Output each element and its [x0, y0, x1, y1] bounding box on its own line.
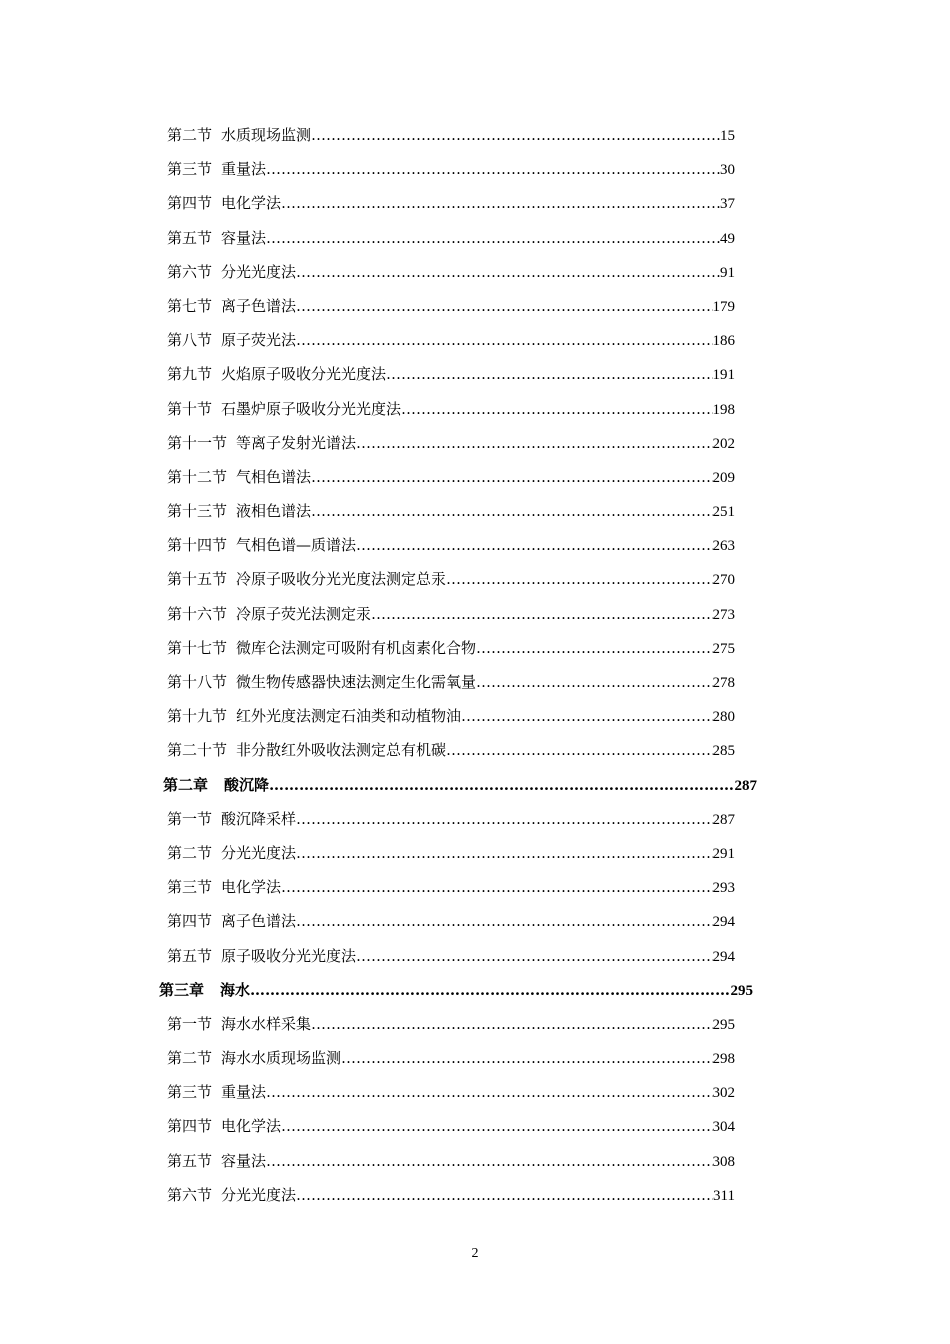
toc-entry-line	[167, 152, 735, 186]
toc-section-entry[interactable]	[0, 597, 950, 631]
section-number: 第十九节	[167, 707, 228, 726]
toc-entry-line	[167, 1075, 735, 1109]
page-ref: 251	[712, 504, 735, 521]
section-number: 第十一节	[167, 433, 228, 452]
section-title: 容量法	[221, 1151, 267, 1170]
toc-entry-line	[167, 597, 735, 631]
toc-entry-line	[167, 221, 735, 255]
section-title: 冷原子荧光法测定汞	[236, 604, 372, 623]
page-ref: 30	[720, 162, 735, 179]
toc-section-entry[interactable]	[0, 392, 950, 426]
toc-section-entry[interactable]	[0, 562, 950, 596]
section-title: 等离子发射光谱法	[236, 433, 357, 452]
section-title: 离子色谱法	[221, 296, 297, 315]
dot-leader	[311, 1007, 712, 1041]
chapter-title: 海水	[220, 980, 251, 999]
section-number: 第四节	[167, 1117, 213, 1136]
section-title: 分光光度法	[221, 843, 297, 862]
dot-leader	[281, 1109, 712, 1143]
page-ref: 273	[712, 606, 735, 623]
page-ref: 311	[713, 1187, 735, 1204]
toc-section-entry[interactable]	[0, 1178, 950, 1212]
toc-section-entry[interactable]	[0, 118, 950, 152]
toc-section-entry[interactable]	[0, 802, 950, 836]
dot-leader	[356, 426, 712, 460]
section-title: 电化学法	[221, 1117, 282, 1136]
section-title: 分光光度法	[221, 262, 297, 281]
toc-section-entry[interactable]	[0, 1144, 950, 1178]
section-number: 第十八节	[167, 673, 228, 691]
toc-entry-line	[167, 1144, 735, 1178]
toc-section-entry[interactable]	[0, 1075, 950, 1109]
dot-leader	[296, 1178, 713, 1212]
page-ref: 302	[712, 1085, 735, 1102]
toc-entry-line	[167, 186, 735, 220]
toc-entry-line	[167, 699, 735, 733]
section-number: 第十七节	[167, 638, 228, 657]
toc-section-entry[interactable]	[0, 255, 950, 289]
dot-leader	[266, 1144, 712, 1178]
dot-leader	[269, 768, 734, 802]
page-ref: 308	[712, 1153, 735, 1170]
section-number: 第二节	[167, 1049, 213, 1068]
section-number: 第二节	[167, 126, 213, 144]
dot-leader	[266, 221, 720, 255]
page-ref: 285	[712, 743, 735, 760]
dot-leader	[281, 870, 712, 904]
section-number: 第六节	[167, 1185, 213, 1204]
page-ref: 275	[712, 640, 735, 657]
dot-leader	[446, 562, 712, 596]
toc-entry-line	[167, 255, 735, 289]
toc-section-entry[interactable]	[0, 323, 950, 357]
section-number: 第五节	[167, 946, 213, 965]
toc-entry-line	[167, 1007, 735, 1041]
dot-leader	[311, 460, 712, 494]
section-title: 微生物传感器快速法测定生化需氧量	[236, 673, 477, 691]
toc-section-entry[interactable]	[0, 152, 950, 186]
toc-entry-line	[167, 357, 735, 391]
toc-entry-line	[159, 973, 753, 1007]
dot-leader	[476, 665, 712, 699]
section-number: 第十六节	[167, 604, 228, 623]
page-ref: 280	[712, 709, 735, 726]
page-ref: 278	[712, 675, 735, 691]
toc-entry-line	[167, 665, 735, 699]
toc-section-entry[interactable]	[0, 1007, 950, 1041]
section-title: 火焰原子吸收分光光度法	[221, 365, 387, 384]
section-title: 原子吸收分光光度法	[221, 946, 357, 965]
section-number: 第二节	[167, 843, 213, 862]
toc-section-entry[interactable]	[0, 460, 950, 494]
toc-entry-line	[167, 904, 735, 938]
section-number: 第五节	[167, 1151, 213, 1170]
dot-leader	[371, 597, 712, 631]
section-number: 第三节	[167, 160, 213, 179]
section-title: 海水水样采集	[221, 1014, 312, 1033]
section-number: 第八节	[167, 331, 213, 350]
toc-section-entry[interactable]	[0, 631, 950, 665]
page-ref: 291	[712, 845, 735, 862]
toc-chapter-entry[interactable]	[0, 768, 950, 802]
chapter-number: 第二章	[163, 775, 209, 794]
dot-leader	[401, 392, 712, 426]
section-number: 第九节	[167, 365, 213, 384]
page-ref: 186	[712, 333, 735, 350]
dot-leader	[476, 631, 712, 665]
toc-section-entry[interactable]	[0, 289, 950, 323]
toc-section-entry[interactable]	[0, 426, 950, 460]
page-ref: 293	[712, 880, 735, 897]
section-title: 微库仑法测定可吸附有机卤素化合物	[236, 638, 477, 657]
page-ref: 198	[712, 401, 735, 418]
toc-section-entry[interactable]	[0, 1109, 950, 1143]
section-title: 分光光度法	[221, 1185, 297, 1204]
chapter-title: 酸沉降	[224, 775, 270, 794]
toc-entry-line	[167, 323, 735, 357]
toc-entry-line	[167, 392, 735, 426]
section-number: 第十四节	[167, 536, 228, 555]
section-number: 第十三节	[167, 502, 228, 521]
page-ref: 295	[730, 982, 753, 999]
toc-chapter-entry[interactable]	[0, 973, 950, 1007]
section-title: 电化学法	[221, 194, 282, 213]
page-ref: 294	[712, 948, 735, 965]
page-number: 2	[471, 1246, 479, 1261]
page-ref: 37	[720, 196, 735, 213]
toc-entry-line	[167, 494, 735, 528]
section-title: 水质现场监测	[221, 126, 312, 144]
toc-section-entry[interactable]	[0, 1041, 950, 1075]
toc-section-entry[interactable]	[0, 904, 950, 938]
toc-section-entry[interactable]	[0, 870, 950, 904]
dot-leader	[296, 904, 712, 938]
page-ref: 287	[712, 811, 735, 828]
section-title: 气相色谱—质谱法	[236, 536, 357, 555]
dot-leader	[296, 323, 712, 357]
dot-leader	[311, 494, 712, 528]
section-number: 第三节	[167, 878, 213, 897]
section-number: 第一节	[167, 1014, 213, 1033]
toc-entry-line	[167, 1178, 735, 1212]
page-ref: 270	[712, 572, 735, 589]
dot-leader	[296, 802, 712, 836]
dot-leader	[296, 289, 712, 323]
toc-entry-line	[167, 562, 735, 596]
toc-entry-line	[167, 1109, 735, 1143]
page-ref: 49	[720, 230, 735, 247]
section-title: 重量法	[221, 160, 267, 179]
toc-section-entry[interactable]	[0, 699, 950, 733]
page-ref: 91	[720, 264, 735, 281]
section-title: 离子色谱法	[221, 912, 297, 931]
dot-leader	[386, 357, 712, 391]
dot-leader	[356, 528, 712, 562]
toc-entry-line	[167, 118, 735, 152]
toc-section-entry[interactable]	[0, 186, 950, 220]
page-ref: 298	[712, 1051, 735, 1068]
page-ref: 295	[712, 1016, 735, 1033]
section-number: 第十二节	[167, 467, 228, 486]
page-ref: 263	[712, 538, 735, 555]
section-number: 第五节	[167, 228, 213, 247]
dot-leader	[311, 118, 720, 152]
chapter-number: 第三章	[159, 980, 205, 999]
page-ref: 179	[712, 298, 735, 315]
dot-leader	[266, 1075, 712, 1109]
section-title: 电化学法	[221, 878, 282, 897]
section-title: 容量法	[221, 228, 267, 247]
section-number: 第十节	[167, 399, 213, 418]
section-title: 海水水质现场监测	[221, 1049, 342, 1068]
toc-section-entry[interactable]	[0, 528, 950, 562]
page-ref: 287	[734, 777, 757, 794]
section-title: 冷原子吸收分光光度法测定总汞	[236, 570, 447, 589]
section-number: 第七节	[167, 296, 213, 315]
section-number: 第二十节	[167, 741, 228, 760]
section-number: 第六节	[167, 262, 213, 281]
section-number: 第一节	[167, 809, 213, 828]
page-ref: 191	[712, 367, 735, 384]
dot-leader	[296, 836, 712, 870]
toc-section-entry[interactable]	[0, 836, 950, 870]
page-ref: 209	[712, 469, 735, 486]
toc-entry-line	[167, 870, 735, 904]
toc-entry-line	[167, 939, 735, 973]
section-title: 重量法	[221, 1083, 267, 1102]
table-of-contents	[0, 118, 950, 1212]
toc-section-entry[interactable]	[0, 357, 950, 391]
toc-section-entry[interactable]	[0, 939, 950, 973]
toc-section-entry[interactable]	[0, 494, 950, 528]
dot-leader	[356, 939, 712, 973]
dot-leader	[341, 1041, 712, 1075]
section-number: 第四节	[167, 912, 213, 931]
dot-leader	[281, 186, 720, 220]
page-ref: 202	[712, 435, 735, 452]
toc-entry-line	[167, 426, 735, 460]
page-ref: 304	[712, 1119, 735, 1136]
toc-section-entry[interactable]	[0, 733, 950, 767]
section-number: 第三节	[167, 1083, 213, 1102]
dot-leader	[266, 152, 720, 186]
toc-entry-line	[167, 836, 735, 870]
toc-entry-line	[167, 802, 735, 836]
section-title: 气相色谱法	[236, 467, 312, 486]
toc-entry-line	[167, 528, 735, 562]
dot-leader	[250, 973, 730, 1007]
section-title: 红外光度法测定石油类和动植物油	[236, 707, 462, 726]
toc-entry-line	[167, 631, 735, 665]
toc-entry-line	[167, 1041, 735, 1075]
section-title: 原子荧光法	[221, 331, 297, 350]
section-number: 第十五节	[167, 570, 228, 589]
dot-leader	[461, 699, 712, 733]
section-number: 第四节	[167, 194, 213, 213]
dot-leader	[446, 733, 712, 767]
section-title: 非分散红外吸收法测定总有机碳	[236, 741, 447, 760]
page-ref: 294	[712, 914, 735, 931]
section-title: 酸沉降采样	[221, 809, 297, 828]
toc-entry-line	[167, 289, 735, 323]
toc-entry-line	[167, 733, 735, 767]
toc-entry-line	[167, 460, 735, 494]
toc-entry-line	[163, 768, 757, 802]
section-title: 液相色谱法	[236, 502, 312, 521]
toc-section-entry[interactable]	[0, 665, 950, 699]
section-title: 石墨炉原子吸收分光光度法	[221, 399, 402, 418]
page-ref: 15	[720, 128, 735, 144]
dot-leader	[296, 255, 720, 289]
toc-section-entry[interactable]	[0, 221, 950, 255]
